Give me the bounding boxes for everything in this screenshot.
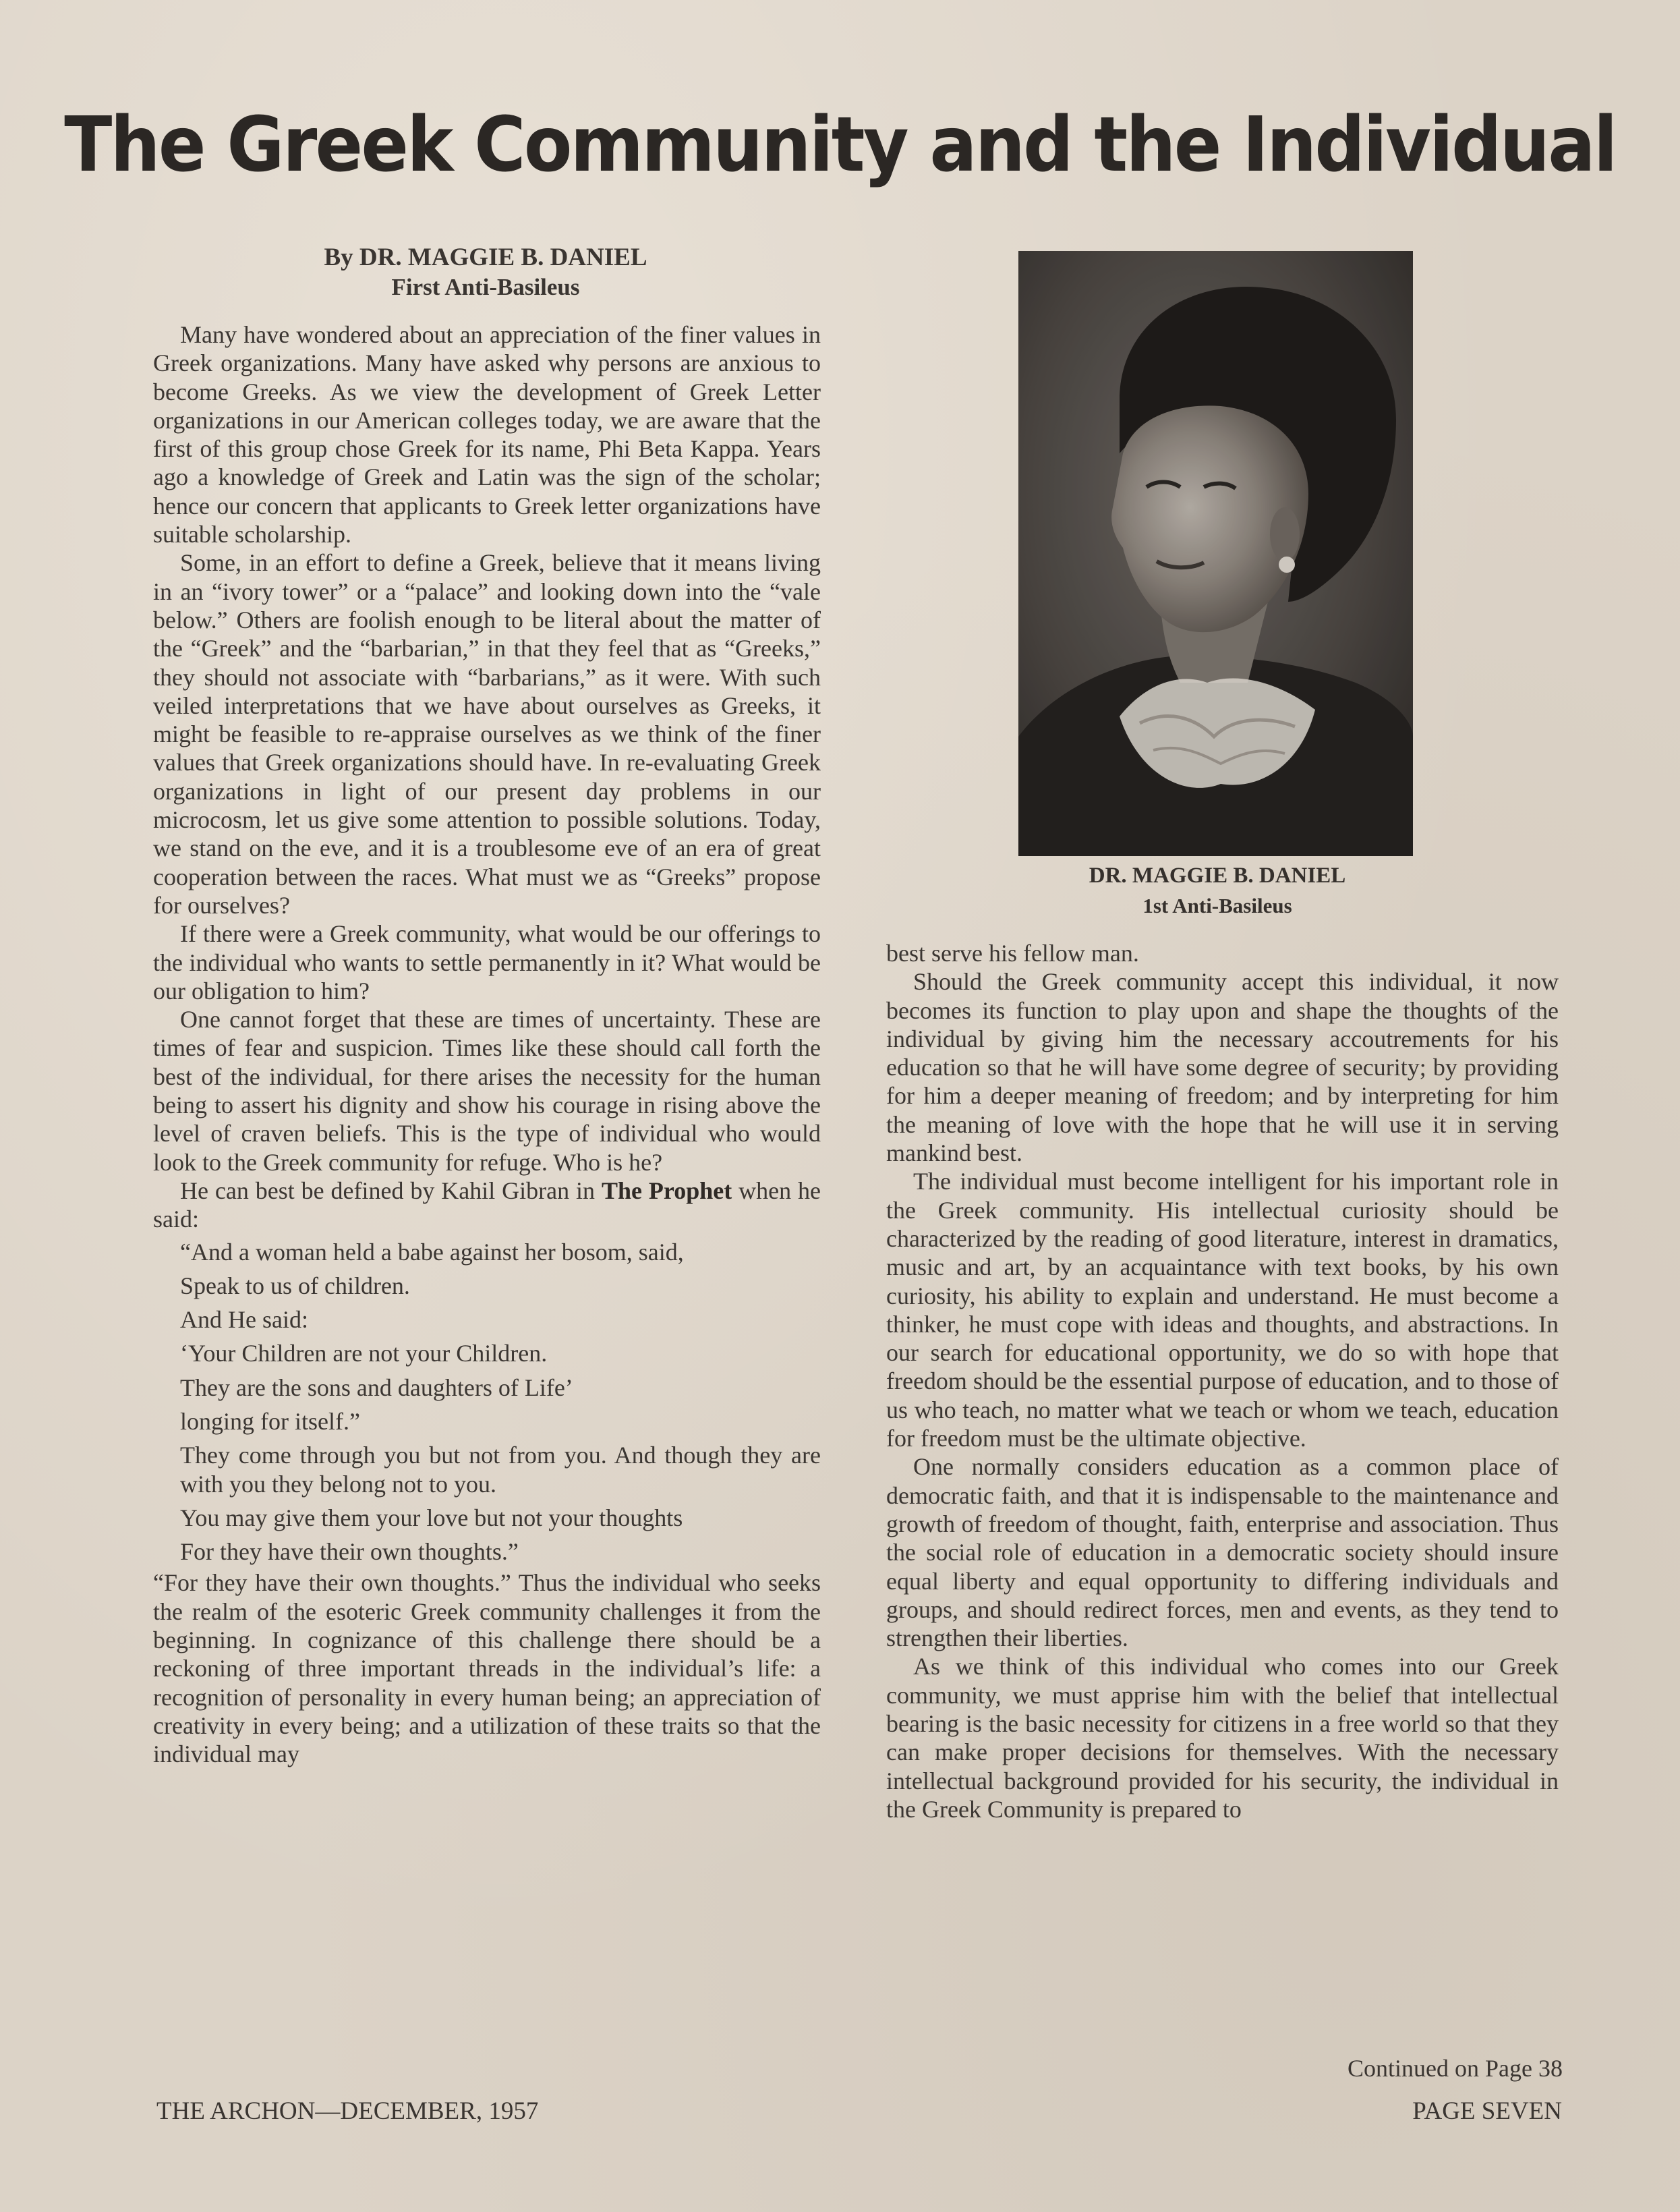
book-title: The Prophet [601,1176,732,1204]
text: when he said: [153,1176,821,1233]
paragraph: One cannot forget that these are times of uncertainty. These are times of fear and suspicion. Times like these should call forth the best of the individual, for there arises the necessity for the human being to assert his dignity and show his courage in rising above the level of craven beliefs. This is the type of individual who would look to the Greek community for refuge. Who is he? [153,1006,821,1176]
paragraph: Should the Greek community accept this individual, it now becomes its function to play upon and shape the thoughts of the individual by giving him the necessary accoutrements for his education so that he will have some degree of security; by providing for him a deeper meaning of freedom; and by interpreting for him the meaning of love with the hope that he will use it in serving mankind best. [886,968,1559,1167]
author-portrait [1018,251,1413,856]
right-column [886,939,1559,1823]
verse-line: You may give them your love but not your thoughts [180,1504,683,1531]
verse-quote [153,1238,821,1566]
verse-line: longing for itself.” [180,1407,360,1435]
verse-line: And He said: [180,1306,308,1334]
verse-line: Speak to us of children. [180,1272,410,1299]
paragraph: As we think of this individual who comes into our Greek community, we must apprise him with the belief that intellectual bearing is the basic necessity for citizens in a free world so that they can make proper decisions for themselves. With the necessary intellectual background provided for his security, the individual in the Greek Community is prepared to [886,1653,1559,1823]
paragraph: “For they have their own thoughts.” Thus the individual who seeks the realm of the esoteric Greek community challenges it from the beginning. In cognizance of this challenge there should be a reckoning of three important threads in the individual’s life: a recognition of personality in every human being; an appreciation of creativity in every being; and a utilization of these traits so that the individual may [153,1569,821,1768]
verse-line: They come through you but not from you. And though they are with you they belong not to you. [180,1442,821,1498]
verse-line: They are the sons and daughters of Life’ [180,1373,573,1401]
paragraph: Some, in an effort to define a Greek, believe that it means living in an “ivory tower” or a “palace” and looking down into the “vale below.” Others are foolish enough to be literal about the matter of the “Greek” and the “barbarian,” in that they feel that as “Greeks,” they should not associate with “barbarians,” as it were. With such veiled interpretations that we have about ourselves as Greeks, it might be feasible to re-appraise ourselves as we think of the finer values that Greek organizations should have. In re-evaluating Greek organizations in light of our present day problems in our microcosm, let us give some attention to possible solutions. Today, we stand on the eve, and it is a troublesome eve of an era of great cooperation between the races. What must we as “Greeks” propose for ourselves? [153,549,821,919]
continued-note: Continued on Page 38 [1348,2055,1563,2082]
footer-publication: THE ARCHON—DECEMBER, 1957 [156,2097,539,2125]
footer-page-number: PAGE SEVEN [1412,2097,1562,2125]
paragraph: One normally considers education as a common place of democratic faith, and that it is indispensable to the maintenance and growth of freedom of thought, faith, enterprise and association. Thus the social role of education in a democratic society should insure equal liberty and equal opportunity to differing individuals and groups, and should redirect forces, men and events, as they tend to strengthen their liberties. [886,1453,1559,1652]
author-title: First Anti-Basileus [391,274,580,300]
left-column [153,320,821,1769]
article-title: The Greek Community and the Individual [64,101,1616,189]
photo-caption-name: DR. MAGGIE B. DANIEL [1089,863,1346,888]
verse-line: For they have their own thoughts.” [180,1538,519,1566]
paragraph: best serve his fellow man. [886,940,1139,967]
verse-line: “And a woman held a babe against her bosom, said, [180,1238,684,1266]
paragraph [153,1176,821,1234]
photo-caption-title: 1st Anti-Basileus [1142,894,1292,917]
verse-line: ‘Your Children are not your Children. [180,1340,548,1367]
paragraph: The individual must become intelligent for his important role in the Greek community. His intellectual curiosity should be characterized by the reading of good literature, interest in dramatics, music and art, by an acquaintance with text books, by his own curiosity, his ability to explain and understand. He must become a thinker, he must cope with ideas and thoughts, and abstractions. In our search for educational opportunity, we do so with hope that freedom should be the essential purpose of education, and to those of us who teach, no matter what we teach or whom we teach, education for freedom must be the ultimate objective. [886,1168,1559,1452]
paragraph: Many have wondered about an appreciation of the finer values in Greek organizations. Many have asked why persons are anxious to become Greeks. As we view the development of Greek Letter organizations in our American colleges today, we are aware that the first of this group chose Greek for its name, Phi Beta Kappa. Years ago a knowledge of Greek and Latin was the sign of the scholar; hence our concern that applicants to Greek letter organizations have suitable scholarship. [153,321,821,548]
byline: By DR. MAGGIE B. DANIEL [324,244,647,271]
text: He can best be defined by Kahil Gibran in [180,1176,602,1204]
paragraph: If there were a Greek community, what would be our offerings to the individual who wants to settle permanently in it? What would be our obligation to him? [153,920,821,1004]
